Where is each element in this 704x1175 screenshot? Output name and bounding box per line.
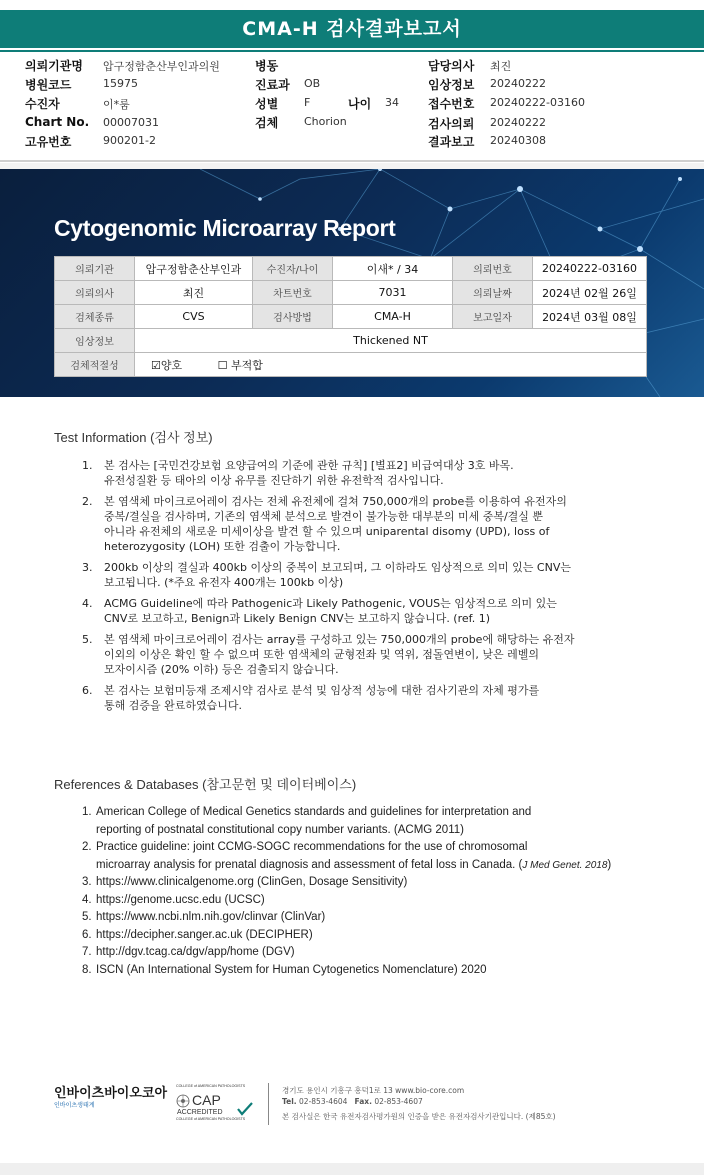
value-age: 34 xyxy=(385,96,399,109)
empty-box-icon: ☐ xyxy=(217,358,228,372)
table-key: 의뢰의사 xyxy=(55,281,135,305)
item-number: 5. xyxy=(82,911,92,923)
table-row xyxy=(55,353,647,377)
table-row xyxy=(55,281,647,305)
label-receipt-no: 접수번호 xyxy=(428,97,475,111)
item-line: CNV로 보고하고, Benign과 Likely Benign CNV는 보고하지 않습니다. (ref. 1) xyxy=(104,612,491,625)
item-line: American College of Medical Genetics standards and guidelines for interpretation and xyxy=(96,806,532,818)
item-number: 3. xyxy=(82,876,92,888)
checked-box-icon: ☑ xyxy=(151,358,161,372)
fax-number: 02-853-4607 xyxy=(374,1097,423,1106)
label-result-report: 결과보고 xyxy=(428,135,475,149)
item-number: 6. xyxy=(82,684,93,697)
company-contact xyxy=(282,1097,423,1106)
label-ward: 병동 xyxy=(255,59,279,73)
item-number: 6. xyxy=(82,928,92,941)
references-title: References & Databases (참고문헌 및 데이터베이스) xyxy=(54,777,357,792)
value-department: OB xyxy=(304,77,321,90)
table-value: 20240222-03160 xyxy=(533,257,647,281)
label-age: 나이 xyxy=(348,97,372,111)
table-key: 의뢰번호 xyxy=(453,257,533,281)
item-number: 1. xyxy=(82,459,93,472)
value-test-request: 20240222 xyxy=(490,116,546,129)
table-value: 2024년 02월 26일 xyxy=(533,281,647,305)
table-value: CVS xyxy=(135,305,253,329)
item-line: 본 염색체 마이크로어레이 검사는 array를 구성하고 있는 750,000개의 probe에 해당하는 유전자 xyxy=(104,633,575,646)
bad-label: 부적합 xyxy=(231,358,263,372)
label-specimen: 검체 xyxy=(255,116,279,130)
item-line: 본 검사는 보험미등재 조제시약 검사로 분석 및 임상적 성능에 대한 검사기관의 자체 평가를 xyxy=(104,684,540,697)
item-line: https://www.clinicalgenome.org (ClinGen, Dosage Sensitivity) xyxy=(96,876,408,888)
label-test-request: 검사의뢰 xyxy=(428,117,475,131)
label-chart-no: Chart No. xyxy=(25,115,90,129)
item-number: 1. xyxy=(82,806,92,818)
label-requesting-institution: 의뢰기관명 xyxy=(25,59,83,73)
item-line: heterozygosity (LOH) 또한 검출이 가능합니다. xyxy=(104,540,341,553)
report-title: CMA-H 검사결과보고서 xyxy=(0,10,704,48)
item-number: 8. xyxy=(82,963,92,976)
item-line: 본 염색체 마이크로어레이 검사는 전체 유전체에 걸쳐 750,000개의 probe를 이용하여 유전자의 xyxy=(104,495,567,508)
suitability-key: 검체적절성 xyxy=(55,353,135,377)
table-key: 의뢰기관 xyxy=(55,257,135,281)
reference-item xyxy=(82,944,672,962)
table-value: 최진 xyxy=(135,281,253,305)
cap-accredited-text: ACCREDITED xyxy=(177,1109,223,1116)
page-bottom-bar xyxy=(0,1163,704,1175)
table-key: 수진자/나이 xyxy=(253,257,333,281)
item-number: 4. xyxy=(82,893,92,906)
item-line xyxy=(96,857,672,875)
table-value: 2024년 03월 08일 xyxy=(533,305,647,329)
label-unique-no: 고유번호 xyxy=(25,135,72,149)
ok-label: 양호 xyxy=(160,358,183,372)
table-value: CMA-H xyxy=(333,305,453,329)
item-line: reporting of postnatal constitutional copy number variants. (ACMG 2011) xyxy=(96,823,464,836)
references-list xyxy=(82,804,672,979)
label-department: 진료과 xyxy=(255,78,290,92)
item-line: https://www.ncbi.nlm.nih.gov/clinvar (ClinVar) xyxy=(96,911,326,923)
fax-label: Fax. xyxy=(354,1097,372,1106)
list-item xyxy=(82,494,647,554)
item-number: 7. xyxy=(82,946,92,958)
value-physician: 최진 xyxy=(490,60,512,73)
suitability-ok-option xyxy=(151,357,182,373)
item-line: 본 검사는 [국민건강보험 요양급여의 기준에 관한 규칙] [별표2] 비급여대상 3호 바목. xyxy=(104,459,514,472)
label-patient: 수진자 xyxy=(25,97,60,111)
test-info-title: Test Information (검사 정보) xyxy=(54,430,213,445)
reference-item xyxy=(82,874,672,892)
suitability-value xyxy=(135,353,647,377)
value-sex: F xyxy=(304,96,311,109)
reference-item xyxy=(82,804,672,839)
value-unique-no: 900201-2 xyxy=(103,134,156,147)
item-line: http://dgv.tcag.ca/dgv/app/home (DGV) xyxy=(96,946,295,958)
table-key: 차트번호 xyxy=(253,281,333,305)
item-line: 아니라 유전체의 새로운 미세이상을 발견 할 수 있으며 uniparental disomy (UPD), loss of xyxy=(104,525,550,538)
reference-item xyxy=(82,909,672,927)
company-logo: 인바이츠바이오코아 xyxy=(54,1086,168,1101)
item-line: ACMG Guideline에 따라 Pathogenic과 Likely Pathogenic, VOUS는 임상적으로 의미 있는 xyxy=(104,597,557,610)
reference-item xyxy=(82,892,672,910)
certification-note: 본 검사실은 한국 유전자검사평가원의 인증을 받은 유전자검사기관입니다. (제85호) xyxy=(282,1112,556,1121)
item-line: 중복/결실을 검사하며, 기존의 염색체 분석으로 발견이 불가능한 대부분의 미세 중복/결실 뿐 xyxy=(104,510,544,523)
list-item xyxy=(82,632,647,677)
item-line: 보고됩니다. (*주요 유전자 400개는 100kb 이상) xyxy=(104,576,344,589)
item-line: 유전성질환 등 태아의 이상 유무를 진단하기 위한 유전학적 검사입니다. xyxy=(104,474,444,487)
list-item xyxy=(82,683,647,713)
item-line: 통해 검증을 완료하였습니다. xyxy=(104,699,243,712)
table-key: 의뢰날짜 xyxy=(453,281,533,305)
item-line: 모자이시즘 (20% 이하) 등은 검출되지 않습니다. xyxy=(104,663,339,676)
item-number: 3. xyxy=(82,561,93,574)
tel-label: Tel. xyxy=(282,1097,297,1106)
value-patient: 이*룸 xyxy=(103,98,130,111)
value-clinical-info: 20240222 xyxy=(490,77,546,90)
value-result-report: 20240308 xyxy=(490,134,546,147)
value-requesting-institution: 압구정함춘산부인과의원 xyxy=(103,60,220,73)
reference-item xyxy=(82,927,672,945)
item-number: 2. xyxy=(82,495,93,508)
value-specimen: Chorion xyxy=(304,115,347,128)
label-sex: 성별 xyxy=(255,97,279,111)
patient-info xyxy=(0,55,704,155)
item-line: Practice guideline: joint CCMG-SOGC recommendations for the use of chromosomal xyxy=(96,841,528,853)
closing-paren: ) xyxy=(607,858,612,871)
table-value: 7031 xyxy=(333,281,453,305)
item-line: 이외의 이상은 확인 할 수 없으며 또한 염색체의 균형전좌 및 역위, 점돌연변이, 낮은 레벨의 xyxy=(104,648,539,661)
cap-main-text: CAP xyxy=(192,1092,221,1108)
table-value: 이새* / 34 xyxy=(333,257,453,281)
info-separator xyxy=(0,160,704,162)
tel-number: 02-853-4604 xyxy=(299,1097,348,1106)
report-summary-table xyxy=(54,256,647,377)
title-underline xyxy=(0,50,704,52)
reference-item xyxy=(82,839,672,874)
table-row xyxy=(55,257,647,281)
label-hospital-code: 병원코드 xyxy=(25,78,72,92)
list-item xyxy=(82,560,647,590)
table-key: 보고일자 xyxy=(453,305,533,329)
value-chart-no: 00007031 xyxy=(103,116,159,129)
table-row xyxy=(55,305,647,329)
list-item xyxy=(82,596,647,626)
journal-citation: J Med Genet. 2018 xyxy=(522,859,608,871)
table-row xyxy=(55,329,647,353)
list-item xyxy=(82,458,647,488)
clinical-info-value: Thickened NT xyxy=(135,329,647,353)
item-line: https://genome.ucsc.edu (UCSC) xyxy=(96,893,265,906)
value-receipt-no: 20240222-03160 xyxy=(490,96,585,109)
test-info-list xyxy=(82,458,647,713)
item-line: 200kb 이상의 결실과 400kb 이상의 중복이 보고되며, 그 이하라도 임상적으로 의미 있는 CNV는 xyxy=(104,561,571,574)
checkmark-icon xyxy=(238,1103,252,1114)
item-number: 4. xyxy=(82,597,93,610)
company-address: 경기도 용인시 기흥구 흥덕1로 13 www.bio-core.com xyxy=(282,1086,465,1095)
cap-top-text: COLLEGE of AMERICAN PATHOLOGISTS xyxy=(176,1084,246,1088)
clinical-info-key: 임상정보 xyxy=(55,329,135,353)
table-key: 검체종류 xyxy=(55,305,135,329)
value-hospital-code: 15975 xyxy=(103,77,138,90)
item-line: ISCN (An International System for Human Cytogenetics Nomenclature) 2020 xyxy=(96,963,487,976)
item-number: 2. xyxy=(82,841,92,853)
report-heading: Cytogenomic Microarray Report xyxy=(54,215,396,241)
suitability-bad-option xyxy=(218,357,263,373)
label-physician: 담당의사 xyxy=(428,59,475,73)
item-line: https://decipher.sanger.ac.uk (DECIPHER) xyxy=(96,928,313,941)
company-logo-sub: 인바이츠생태계 xyxy=(54,1102,95,1109)
report-banner xyxy=(0,169,704,397)
cap-bottom-text: COLLEGE of AMERICAN PATHOLOGISTS xyxy=(176,1117,246,1121)
cap-accredited-logo xyxy=(176,1083,260,1123)
reference-item xyxy=(82,962,672,980)
footer-divider xyxy=(268,1083,269,1125)
cap-emblem-icon xyxy=(177,1095,189,1107)
table-value: 압구정함춘산부인과 xyxy=(135,257,253,281)
label-clinical-info: 임상정보 xyxy=(428,78,475,92)
item-line-text: microarray analysis for prenatal diagnosis and assessment of fetal loss in Canada. ( xyxy=(96,858,523,871)
item-number: 5. xyxy=(82,633,93,646)
table-key: 검사방법 xyxy=(253,305,333,329)
